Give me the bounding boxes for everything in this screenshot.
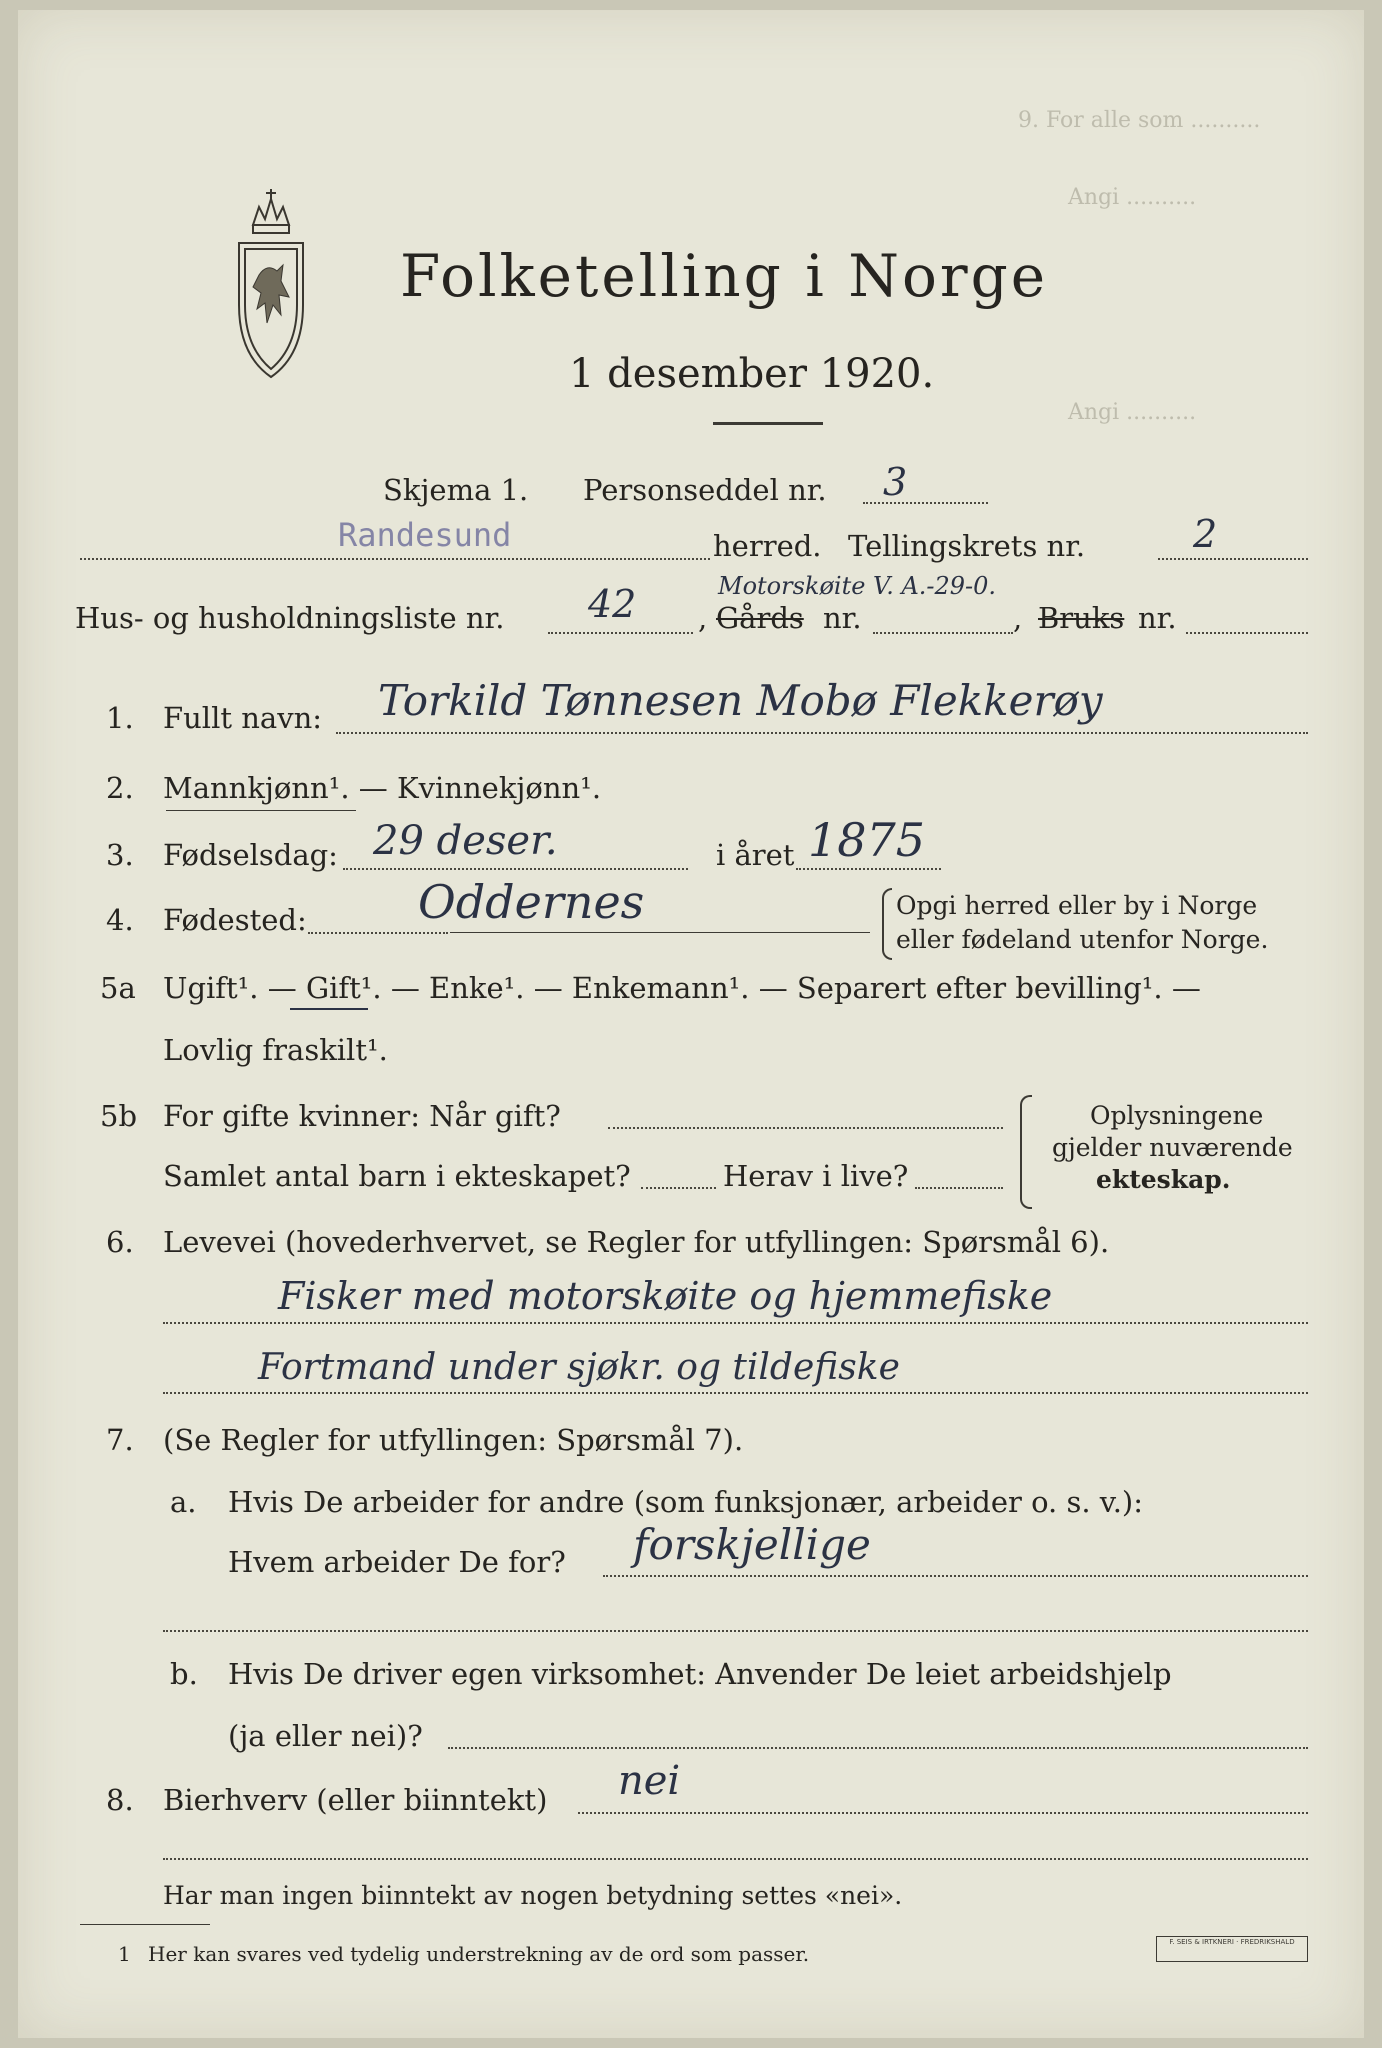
q4-answer: Oddernes [418, 875, 645, 929]
q3-number: 3. [106, 838, 134, 872]
q6-answer-2: Fortmand under sjøkr. og tildefiske [258, 1347, 900, 1388]
q7a-label: Hvis De arbeider for andre (som funksjonær, arbeider o. s. v.): [228, 1485, 1144, 1519]
q5a-label-2: Lovlig fraskilt¹. [163, 1033, 388, 1067]
bleed-through-text: Angi .......... [1068, 400, 1197, 425]
q1-label: Fullt navn: [163, 701, 323, 735]
q5b-married-line [608, 1127, 1003, 1129]
q4-note-2: eller fødeland utenfor Norge. [896, 925, 1269, 954]
q7-label: (Se Regler for utfyllingen: Spørsmål 7). [163, 1423, 744, 1457]
tellingskrets-label: Tellingskrets nr. [848, 529, 1086, 563]
q7a-label-2: Hvem arbeider De for? [228, 1545, 566, 1579]
q7b-label-2: (ja eller nei)? [228, 1719, 423, 1753]
q4-label: Fødested: [163, 903, 307, 937]
q6-line-2 [163, 1392, 1308, 1394]
q4-number: 4. [106, 903, 134, 937]
q5b-label-3: Herav i live? [723, 1159, 909, 1193]
tellingskrets-number: 2 [1193, 512, 1218, 556]
bruks-line [1186, 632, 1308, 634]
q4-brace [882, 888, 892, 960]
herred-line [80, 558, 710, 560]
q7a-line [603, 1575, 1308, 1577]
q5b-alive-line [915, 1187, 1003, 1189]
motorboat-note: Motorskøite V. A.-29-0. [718, 572, 997, 600]
q5b-label: For gifte kvinner: Når gift? [163, 1099, 561, 1133]
gift-underline [290, 1008, 368, 1010]
q3-day-line [343, 868, 688, 870]
q1-line [336, 732, 1308, 734]
personseddel-line [863, 502, 988, 504]
q7b-label: Hvis De driver egen virksomhet: Anvender De leiet arbeidshjelp [228, 1657, 1172, 1691]
q4-line [450, 932, 870, 933]
q5b-number: 5b [100, 1099, 138, 1133]
q2-number: 2. [106, 771, 134, 805]
gards-line [873, 632, 1013, 634]
q5b-label-2: Samlet antal barn i ekteskapet? [163, 1159, 631, 1193]
husliste-number: 42 [588, 582, 637, 626]
q7a-line-2 [163, 1630, 1308, 1632]
personseddel-number: 3 [883, 460, 908, 504]
comma: , [698, 601, 708, 635]
q5b-brace [1020, 1095, 1032, 1209]
q7a-letter: a. [170, 1485, 197, 1519]
q5b-note-1: Oplysningene [1090, 1101, 1264, 1130]
herred-label: herred. [713, 529, 822, 563]
tellingskrets-line [1158, 558, 1308, 560]
q8-line-2 [163, 1858, 1308, 1860]
q4-note-1: Opgi herred eller by i Norge [896, 891, 1258, 920]
q3-year-answer: 1875 [808, 813, 926, 867]
q8-answer: nei [618, 1758, 681, 1804]
footnote-rule [80, 1924, 210, 1925]
q1-answer: Torkild Tønnesen Mobø Flekkerøy [378, 676, 1103, 725]
footer-note: Har man ingen biinntekt av nogen betydning settes «nei». [163, 1881, 903, 1910]
gards-nr-label: nr. [823, 601, 862, 635]
q1-number: 1. [106, 701, 134, 735]
coat-of-arms-icon [231, 185, 311, 385]
q7-number: 7. [106, 1423, 134, 1457]
footnote-mark: 1 [118, 1942, 131, 1966]
skjema-label: Skjema 1. [383, 473, 529, 507]
q5b-note-2: gjelder nuværende [1052, 1133, 1293, 1162]
q8-label: Bierhverv (eller biinntekt) [163, 1783, 548, 1817]
q2-label: Mannkjønn¹. — Kvinnekjønn¹. [163, 771, 602, 805]
q8-line [578, 1812, 1308, 1814]
husliste-line [548, 632, 693, 634]
footnote-text: Her kan svares ved tydelig understrekning av de ord som passer. [148, 1942, 810, 1966]
q6-number: 6. [106, 1225, 134, 1259]
bleed-through-text: Angi .......... [1068, 185, 1197, 210]
q5a-label: Ugift¹. — Gift¹. — Enke¹. — Enkemann¹. — Separert efter bevilling¹. — [163, 971, 1201, 1005]
q8-number: 8. [106, 1783, 134, 1817]
herred-stamp: Randesund [338, 516, 512, 554]
q7b-line [448, 1747, 1308, 1749]
q6-line-1 [163, 1322, 1308, 1324]
form-title: Folketelling i Norge [400, 242, 1049, 310]
census-form-page [18, 10, 1364, 2038]
q6-answer-1: Fisker med motorskøite og hjemmefiske [278, 1274, 1053, 1318]
q7a-answer: forskjellige [633, 1520, 871, 1569]
q5b-note-3: ekteskap. [1096, 1165, 1231, 1194]
q2-underline [166, 810, 356, 811]
q4-line-dotted [308, 932, 448, 934]
gards-label: Gårds [716, 601, 804, 635]
q7b-letter: b. [170, 1657, 198, 1691]
q3-label: Fødselsdag: [163, 838, 338, 872]
census-date: 1 desember 1920. [569, 351, 935, 397]
q6-label: Levevei (hovederhvervet, se Regler for utfyllingen: Spørsmål 6). [163, 1225, 1110, 1259]
comma: , [1013, 601, 1023, 635]
bruks-nr-label: nr. [1138, 601, 1177, 635]
husliste-label: Hus- og husholdningsliste nr. [75, 601, 505, 635]
bruks-label: Bruks [1038, 601, 1125, 635]
q5b-children-line [641, 1187, 716, 1189]
q5a-number: 5a [100, 971, 136, 1005]
title-rule [713, 422, 823, 425]
bleed-through-text: 9. For alle som .......... [1018, 108, 1261, 133]
q3-day-answer: 29 deser. [373, 818, 558, 864]
printer-mark: F. SEIS & IRTKNERI · FREDRIKSHALD [1156, 1936, 1308, 1962]
q3-year-line [796, 868, 941, 870]
q3-year-label: i året [716, 838, 795, 872]
personseddel-label: Personseddel nr. [583, 473, 827, 507]
